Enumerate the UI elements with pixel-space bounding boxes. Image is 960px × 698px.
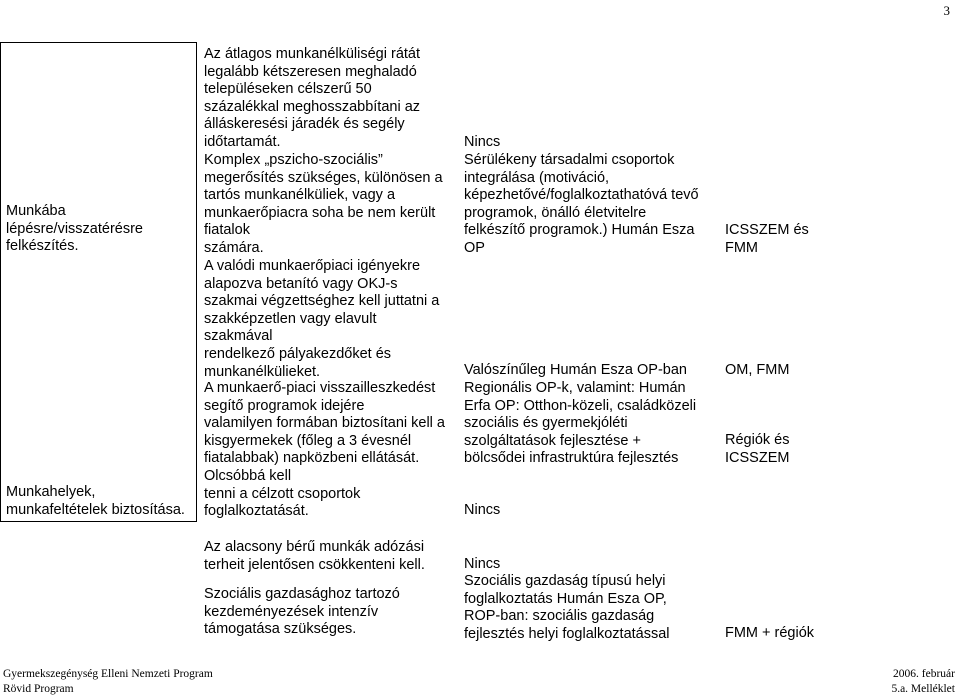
source-none-1: Nincs xyxy=(464,134,501,150)
footer-right-line1: 2006. február xyxy=(893,668,955,680)
source-human-esza-probably: Valószínűleg Humán Esza OP-ban xyxy=(464,362,687,378)
table-border-top xyxy=(0,42,197,43)
row-label-job-preparation: Munkába lépésre/visszatérésre felkészítés. xyxy=(6,203,143,255)
measure-social-economy: Szociális gazdasághoz tartozó kezdeményezések intenzív támogatása szükséges. xyxy=(204,586,400,638)
source-regional-op: Regionális OP-k, valamint: Humán Erfa OP: Otthon-közeli, családközeli szociális és gyermekjóléti szolgáltatások fejlesztése + bölcsődei infrastruktúra fejlesztés xyxy=(464,380,697,467)
table-border-left xyxy=(0,42,1,522)
measure-low-wage-tax: Az alacsony bérű munkák adózási terheit jelentősen csökkenteni kell. xyxy=(204,539,425,573)
page-number: 3 xyxy=(943,3,950,18)
footer-left-line1: Gyermekszegénység Elleni Nemzeti Program xyxy=(3,668,213,680)
source-social-economy-op: Szociális gazdaság típusú helyi foglalkoztatás Humán Esza OP, ROP-ban: szociális gazdaság fejlesztés helyi foglalkoztatással xyxy=(464,573,670,642)
responsible-regions-icsszem: Régiók és ICSSZEM xyxy=(725,432,790,466)
responsible-icsszem-fmm: ICSSZEM és FMM xyxy=(725,222,809,256)
footer-right-line2: 5.a. Melléklet xyxy=(891,683,955,695)
source-none-2: Nincs xyxy=(464,502,501,518)
source-vulnerable-groups: Sérülékeny társadalmi csoportok integrálása (motiváció, képezhetővé/foglalkoztathatóvá tevő programok, önálló életvitelre felkészítő programok.) Humán Esza OP xyxy=(464,152,699,256)
responsible-om-fmm: OM, FMM xyxy=(725,362,790,378)
table-border-bottom xyxy=(0,521,197,522)
measure-psycho-social: Komplex „pszicho-szociális” megerősítés szükséges, különösen a tartós munkanélküliek, vagy a munkaerőpiacra soha be nem került fiatalok számára. xyxy=(204,152,443,256)
row-label-workplaces: Munkahelyek, munkafeltételek biztosítása. xyxy=(6,484,185,518)
measure-childcare: A munkaerő-piaci visszailleszkedést segítő programok idejére valamilyen formában biztosítani kell a kisgyermekek (főleg a 3 évesnél fiatalabbak) napközbeni ellátását. xyxy=(204,380,445,467)
measure-unemployment-benefit: Az átlagos munkanélküliségi rátát legalább kétszeresen meghaladó településeken célszerű 50 százalékkal meghosszabbítani az álláskeresési járadék és segély időtartamát. xyxy=(204,46,421,150)
footer-left-line2: Rövid Program xyxy=(3,683,74,695)
source-none-3: Nincs xyxy=(464,556,501,572)
responsible-fmm-regions: FMM + régiók xyxy=(725,625,815,641)
measure-cheaper-employment: Olcsóbbá kell tenni a célzott csoportok foglalkoztatását. xyxy=(204,468,361,520)
table-column-divider xyxy=(196,42,197,522)
measure-vocational-training: A valódi munkaerőpiaci igényekre alapozva betanító vagy OKJ-s szakmai végzettséghez kell juttatni a szakképzetlen vagy elavult szakmával rendelkező pályakezdőket és munkanélkülieket. xyxy=(204,258,440,380)
